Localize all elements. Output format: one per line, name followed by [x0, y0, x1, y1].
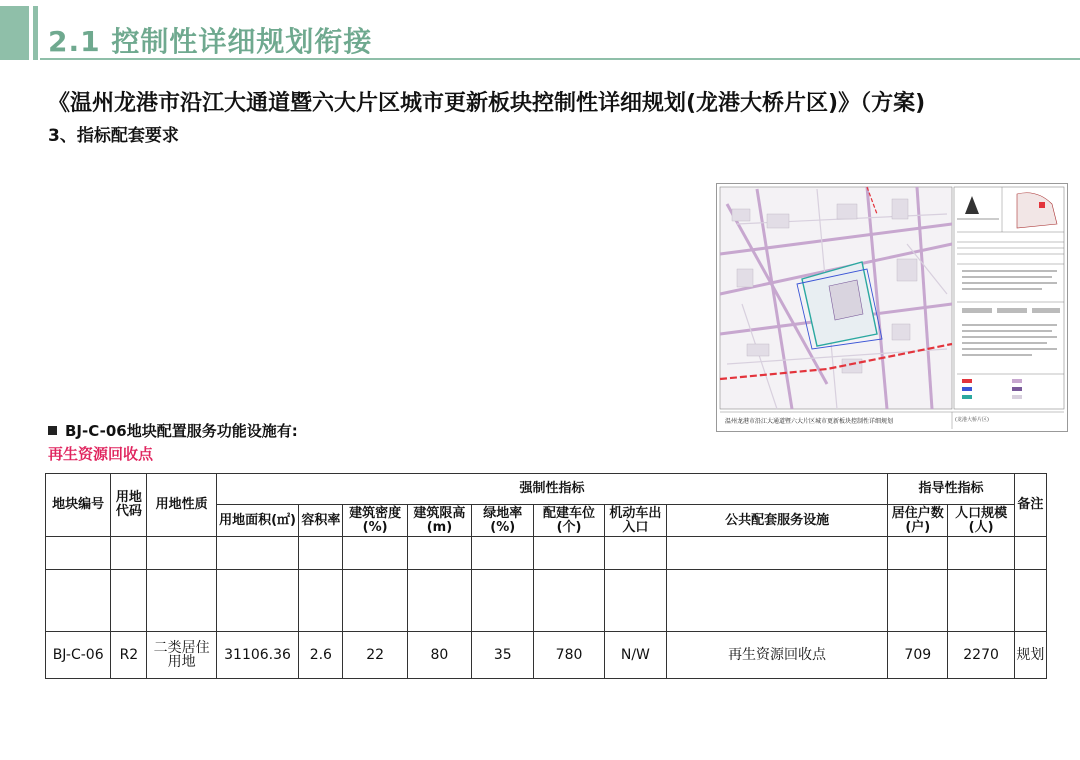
- facility-highlight: 再生资源回收点: [48, 445, 154, 463]
- header-guiding: 指导性指标: [888, 474, 1015, 505]
- cell-land-code: R2: [111, 632, 147, 679]
- plot-facility-heading: [48, 420, 298, 441]
- cell-far: 2.6: [299, 632, 343, 679]
- table-row: [46, 632, 1047, 679]
- cell-area: 31106.36: [216, 632, 298, 679]
- header-land-code: 用地代码: [111, 474, 147, 537]
- header-land-nature: 用地性质: [147, 474, 216, 537]
- cell-households: 709: [888, 632, 948, 679]
- header-area: 用地面积(㎡): [216, 505, 298, 537]
- accent-bar-thin: [33, 6, 38, 60]
- cell-parking: 780: [534, 632, 604, 679]
- cell-height: 80: [407, 632, 471, 679]
- header-households: 居住户数(户): [888, 505, 948, 537]
- cell-land-nature: 二类居住用地: [147, 632, 216, 679]
- header-green: 绿地率(%): [472, 505, 534, 537]
- section-title: 2.1 控制性详细规划衔接: [48, 25, 373, 58]
- document-title: 《温州龙港市沿江大通道暨六大片区城市更新板块控制性详细规划(龙港大桥片区)》（方案): [48, 91, 926, 116]
- empty-row: [46, 537, 1047, 570]
- cell-plot-no: BJ-C-06: [46, 632, 111, 679]
- indicator-table: [45, 473, 1047, 679]
- cell-remarks: 规划: [1014, 632, 1046, 679]
- header-entrance: 机动车出入口: [604, 505, 666, 537]
- map-caption-sub: (龙港大桥片区): [955, 417, 989, 423]
- header-height: 建筑限高(m): [407, 505, 471, 537]
- cell-services: 再生资源回收点: [667, 632, 888, 679]
- header-plot-no: 地块编号: [46, 474, 111, 537]
- header-population: 人口规模(人): [948, 505, 1014, 537]
- bullet-square-icon: [48, 426, 57, 435]
- accent-bar-block: [0, 6, 29, 60]
- map-caption: 温州龙港市沿江大通道暨六大片区城市更新板块控制性详细规划: [725, 418, 894, 425]
- header-services: 公共配套服务设施: [667, 505, 888, 537]
- header-mandatory: 强制性指标: [216, 474, 887, 505]
- header-density: 建筑密度(%): [343, 505, 407, 537]
- header-far: 容积率: [299, 505, 343, 537]
- header-remarks: 备注: [1014, 474, 1046, 537]
- plot-facility-heading-text: BJ-C-06地块配置服务功能设施有:: [65, 422, 298, 440]
- planning-map: [716, 183, 1068, 432]
- planning-map-drawing: [717, 184, 1067, 431]
- requirements-heading: 3、指标配套要求: [48, 126, 179, 146]
- header-parking: 配建车位(个): [534, 505, 604, 537]
- empty-row: [46, 570, 1047, 632]
- cell-entrance: N/W: [604, 632, 666, 679]
- cell-green: 35: [472, 632, 534, 679]
- cell-density: 22: [343, 632, 407, 679]
- cell-population: 2270: [948, 632, 1014, 679]
